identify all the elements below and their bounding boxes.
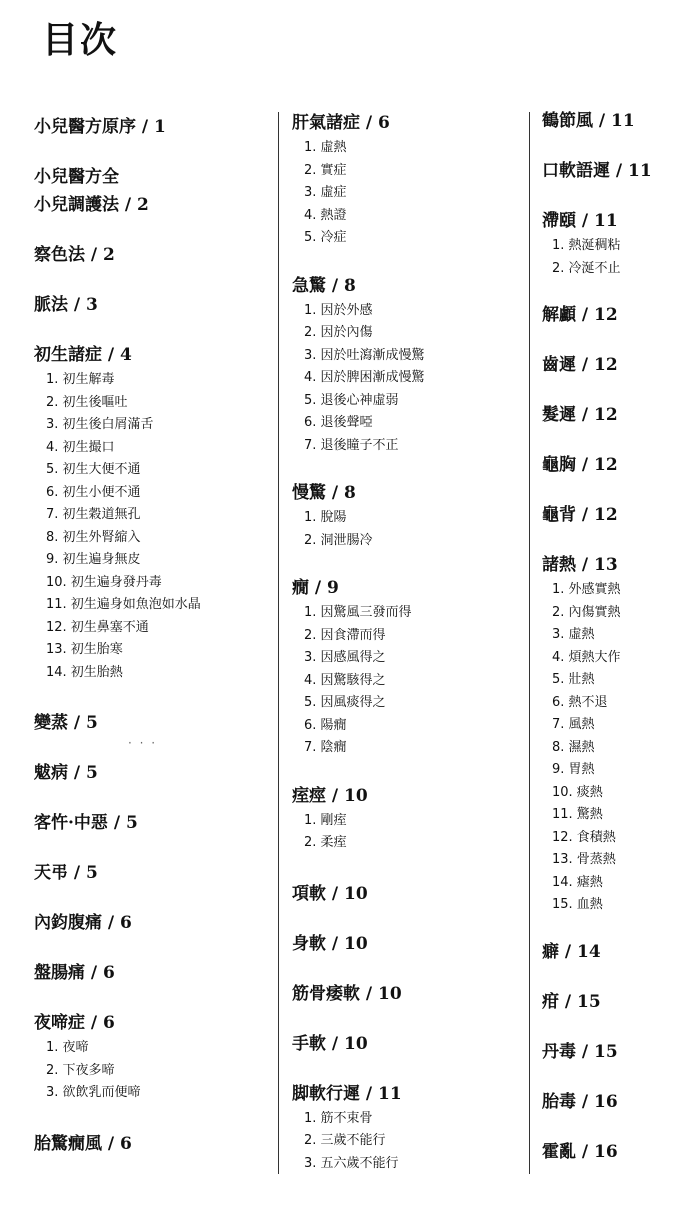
- toc-heading[interactable]: 龜背 / 12: [542, 505, 618, 525]
- toc-heading[interactable]: 霍亂 / 16: [542, 1141, 618, 1162]
- toc-heading[interactable]: 鶴節風 / 11: [542, 111, 635, 131]
- toc-entry: [34, 962, 264, 984]
- toc-subitem[interactable]: 1. 虛熱: [304, 140, 347, 155]
- toc-subitem[interactable]: 1. 初生解毒: [46, 372, 115, 387]
- toc-subitem[interactable]: 6. 初生小便不通: [46, 484, 141, 500]
- toc-entry: [34, 812, 264, 834]
- toc-entry: [292, 785, 527, 855]
- toc-heading[interactable]: 解顱 / 12: [542, 305, 618, 325]
- toc-subitem[interactable]: 1. 熱涎稠粘: [552, 238, 621, 253]
- toc-subitem[interactable]: 2. 內傷實熱: [552, 604, 621, 620]
- toc-subitem[interactable]: 1. 因驚風三發而得: [304, 605, 412, 620]
- toc-subitem[interactable]: 14. 初生胎熱: [46, 664, 123, 680]
- toc-entry: [292, 577, 527, 760]
- toc-entry: [542, 304, 692, 326]
- toc-subitem[interactable]: 3. 五六歲不能行: [304, 1155, 399, 1171]
- toc-subitem[interactable]: 5. 壯熱: [552, 672, 595, 687]
- toc-heading[interactable]: 滯頤 / 11: [542, 211, 618, 231]
- toc-subitem[interactable]: 2. 柔痓: [304, 835, 347, 850]
- toc-entry: [34, 762, 264, 784]
- toc-entry: [292, 112, 527, 250]
- toc-entry: [542, 404, 692, 426]
- toc-entry: [542, 554, 692, 917]
- toc-subitem[interactable]: 1. 夜啼: [46, 1040, 89, 1055]
- toc-subitem[interactable]: 3. 虛症: [304, 185, 347, 200]
- toc-heading[interactable]: 變蒸 / 5: [34, 713, 98, 733]
- toc-entry: [542, 454, 692, 476]
- toc-entry: [34, 862, 264, 884]
- toc-heading[interactable]: 脚軟行遲 / 11: [292, 1083, 402, 1104]
- toc-entry: [542, 941, 692, 963]
- toc-subitem[interactable]: 8. 濕熱: [552, 739, 595, 755]
- toc-subitem[interactable]: 3. 因於吐瀉漸成慢驚: [304, 347, 425, 363]
- toc-entry: [542, 504, 692, 526]
- toc-subitem[interactable]: 14. 瘧熱: [552, 874, 603, 890]
- toc-heading[interactable]: 小兒調護法 / 2: [34, 195, 149, 215]
- toc-subitem[interactable]: 13. 初生胎寒: [46, 642, 123, 657]
- toc-subitem[interactable]: 4. 初生撮口: [46, 439, 115, 455]
- column-divider: [278, 112, 279, 1174]
- toc-subitem[interactable]: 6. 熱不退: [552, 694, 608, 710]
- toc-entry: [34, 912, 264, 934]
- toc-subitem[interactable]: 2. 冷涎不止: [552, 260, 621, 276]
- toc-heading[interactable]: 初生諸症 / 4: [34, 345, 132, 365]
- toc-subitem[interactable]: 5. 退後心神虛弱: [304, 392, 399, 408]
- toc-heading[interactable]: 筋骨痿軟 / 10: [292, 983, 402, 1004]
- toc-subitem[interactable]: 3. 虛熱: [552, 627, 595, 642]
- toc-subitem[interactable]: 2. 下夜多啼: [46, 1062, 115, 1078]
- toc-subitem[interactable]: 5. 初生大便不通: [46, 462, 141, 477]
- toc-heading[interactable]: 內鈞腹痛 / 6: [34, 913, 132, 933]
- toc-subitem[interactable]: 2. 初生後嘔吐: [46, 394, 128, 410]
- toc-subitem[interactable]: 4. 因驚駭得之: [304, 672, 386, 688]
- toc-heading[interactable]: 天弔 / 5: [34, 863, 98, 883]
- toc-subitem[interactable]: 1. 脫陽: [304, 510, 347, 525]
- toc-entry: [542, 160, 692, 182]
- toc-entry: [292, 482, 527, 552]
- toc-entry: [34, 294, 264, 316]
- toc-entry: [292, 1033, 527, 1055]
- toc-heading[interactable]: 癇 / 9: [292, 578, 339, 598]
- toc-subitem[interactable]: 2. 因於內傷: [304, 325, 373, 340]
- toc-subitem[interactable]: 1. 因於外感: [304, 302, 373, 318]
- toc-entry: [34, 712, 264, 734]
- toc-entry: [34, 194, 264, 216]
- stray-dots: · · ·: [128, 736, 158, 750]
- toc-entry: [542, 210, 692, 280]
- column-divider: [529, 112, 530, 1174]
- toc-subitem[interactable]: 3. 初生後白屑滿舌: [46, 417, 154, 432]
- toc-entry: [292, 933, 527, 955]
- toc-heading[interactable]: 慢驚 / 8: [292, 483, 356, 503]
- toc-heading[interactable]: 急驚 / 8: [292, 275, 356, 296]
- toc-heading[interactable]: 小兒醫方原序 / 1: [34, 117, 166, 137]
- toc-subitem[interactable]: 9. 初生遍身無皮: [46, 552, 141, 567]
- toc-heading[interactable]: 胎驚癇風 / 6: [34, 1133, 132, 1154]
- toc-entry: [34, 1012, 264, 1105]
- page-title: 目次: [42, 20, 119, 61]
- toc-subitem[interactable]: 10. 痰熱: [552, 784, 603, 800]
- toc-entry: [542, 1141, 692, 1163]
- toc-heading[interactable]: 龜胸 / 12: [542, 455, 618, 475]
- toc-subitem[interactable]: 5. 冷症: [304, 230, 347, 245]
- toc-heading[interactable]: 齒遲 / 12: [542, 355, 618, 375]
- toc-subitem[interactable]: 5. 因風痰得之: [304, 695, 386, 710]
- toc-subitem[interactable]: 7. 陰癇: [304, 740, 347, 755]
- toc-heading[interactable]: 疳 / 15: [542, 991, 601, 1012]
- toc-heading[interactable]: 項軟 / 10: [292, 883, 368, 904]
- toc-subitem[interactable]: 4. 因於脾困漸成慢驚: [304, 370, 425, 385]
- toc-heading[interactable]: 諸熱 / 13: [542, 555, 618, 575]
- toc-heading[interactable]: 胎毒 / 16: [542, 1091, 618, 1112]
- toc-subitem[interactable]: 7. 風熱: [552, 717, 595, 732]
- toc-column-3: [542, 110, 692, 1163]
- toc-subitem[interactable]: 11. 初生遍身如魚泡如水晶: [46, 597, 201, 612]
- toc-heading[interactable]: 小兒醫方全: [34, 167, 119, 187]
- toc-subitem[interactable]: 1. 筋不束骨: [304, 1110, 373, 1126]
- toc-heading[interactable]: 癖 / 14: [542, 941, 601, 962]
- toc-heading[interactable]: 口軟語遲 / 11: [542, 161, 652, 181]
- toc-subitem[interactable]: 2. 三歲不能行: [304, 1133, 386, 1148]
- toc-heading[interactable]: 盤腸痛 / 6: [34, 963, 115, 983]
- toc-heading[interactable]: 痓痙 / 10: [292, 785, 368, 806]
- toc-subitem[interactable]: 3. 欲飲乳而便啼: [46, 1085, 141, 1100]
- toc-column-1: [34, 110, 264, 1155]
- toc-entry: [542, 354, 692, 376]
- toc-entry: [292, 1083, 527, 1176]
- toc-heading[interactable]: 髮遲 / 12: [542, 405, 618, 425]
- toc-subitem[interactable]: 7. 退後瞳子不正: [304, 437, 399, 453]
- toc-subitem[interactable]: 2. 實症: [304, 162, 347, 178]
- toc-entry: [292, 275, 527, 458]
- toc-heading[interactable]: 客忤·中惡 / 5: [34, 813, 138, 833]
- toc-subitem[interactable]: 12. 食積熱: [552, 829, 616, 845]
- toc-entry: [292, 983, 527, 1005]
- toc-subitem[interactable]: 1. 剛痓: [304, 812, 347, 828]
- toc-entry: [542, 110, 692, 132]
- toc-subitem[interactable]: 6. 陽癇: [304, 717, 347, 733]
- toc-subitem[interactable]: 8. 初生外腎縮入: [46, 529, 141, 545]
- toc-entry: [542, 1041, 692, 1063]
- toc-subitem[interactable]: 3. 因感風得之: [304, 650, 386, 665]
- toc-heading[interactable]: 手軟 / 10: [292, 1033, 368, 1054]
- toc-subitem[interactable]: 10. 初生遍身發丹毒: [46, 574, 162, 590]
- toc-subitem[interactable]: 12. 初生鼻塞不通: [46, 619, 149, 635]
- toc-heading[interactable]: 魃病 / 5: [34, 763, 98, 783]
- toc-subitem[interactable]: 6. 退後聲啞: [304, 415, 373, 430]
- toc-entry: [292, 883, 527, 905]
- toc-entry: [542, 991, 692, 1013]
- toc-entry: [34, 1133, 264, 1155]
- toc-heading[interactable]: 身軟 / 10: [292, 933, 368, 954]
- toc-entry: [34, 344, 264, 684]
- toc-heading[interactable]: 察色法 / 2: [34, 245, 115, 265]
- toc-subitem[interactable]: 15. 血熱: [552, 897, 603, 912]
- toc-heading[interactable]: 夜啼症 / 6: [34, 1013, 115, 1033]
- toc-subitem[interactable]: 2. 洞泄腸冷: [304, 532, 373, 548]
- toc-heading[interactable]: 丹毒 / 15: [542, 1041, 618, 1062]
- toc-subitem[interactable]: 13. 骨蒸熱: [552, 852, 616, 867]
- toc-subitem[interactable]: 4. 熱證: [304, 207, 347, 223]
- toc-entry: [542, 1091, 692, 1113]
- toc-heading[interactable]: 脈法 / 3: [34, 295, 98, 315]
- toc-heading[interactable]: 肝氣諸症 / 6: [292, 113, 390, 133]
- toc-entry: [34, 116, 264, 138]
- toc-entry: [34, 166, 264, 188]
- toc-subitem[interactable]: 1. 外感實熱: [552, 582, 621, 597]
- toc-subitem[interactable]: 9. 胃熱: [552, 762, 595, 777]
- toc-subitem[interactable]: 4. 煩熱大作: [552, 649, 621, 665]
- toc-column-2: [292, 110, 527, 1175]
- toc-subitem[interactable]: 7. 初生穀道無孔: [46, 507, 141, 522]
- toc-subitem[interactable]: 11. 驚熱: [552, 807, 603, 822]
- toc-entry: [34, 244, 264, 266]
- toc-subitem[interactable]: 2. 因食滯而得: [304, 627, 386, 643]
